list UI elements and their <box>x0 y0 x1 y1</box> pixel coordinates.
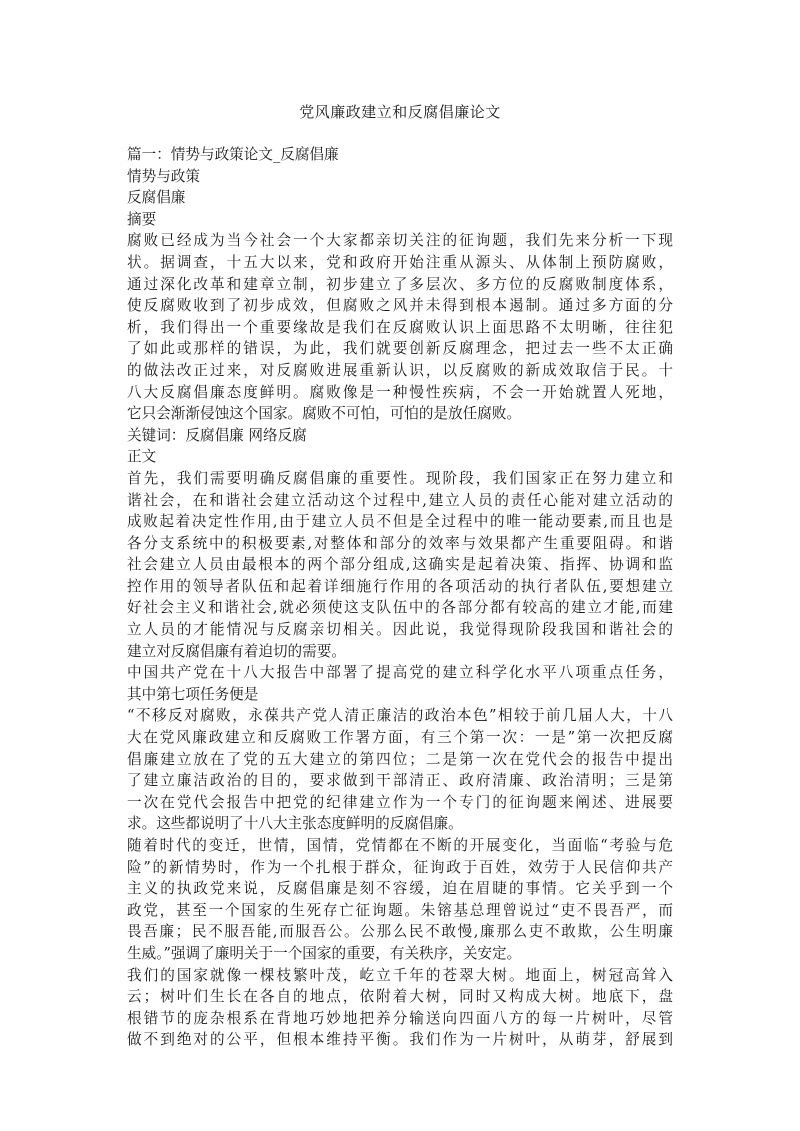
text-line: 通过深化改革和建章立制，初步建立了多层次、多方位的反腐败制度体系， <box>127 275 673 293</box>
text-line: 求。这些都说明了十八大主张态度鲜明的反腐倡廉。 <box>127 815 463 833</box>
text-line: 摘要 <box>127 210 157 228</box>
text-line: 好社会主义和谐社会,就必须使这支队伍中的各部分都有较高的建立才能,而建 <box>127 599 673 617</box>
text-line: 反腐倡廉 <box>127 189 186 207</box>
text-line: 建立对反腐倡廉有着迫切的需要。 <box>127 642 346 660</box>
document-title: 党风廉政建立和反腐倡廉论文 <box>299 103 501 121</box>
text-line: 立人员的才能情况与反腐亲切相关。因此说，我觉得现阶段我国和谐社会的 <box>127 621 673 639</box>
text-line: 险”的新情势时，作为一个扎根于群众，征询政于百姓，效劳于人民信仰共产 <box>127 858 673 876</box>
text-line: 社会建立人员由最根本的两个部分组成,这确实是起着决策、指挥、协调和监 <box>127 556 673 574</box>
text-line: 了如此或那样的错误，为此，我们就要创新反腐理念，把过去一些不太正确 <box>127 340 673 358</box>
text-line: 大在党风廉政建立和反腐败工作署方面，有三个第一次：一是”第一次把反腐 <box>127 729 673 747</box>
text-line: 云；树叶们生长在各自的地点，依附着大树，同时又构成大树。地底下，盘 <box>127 988 673 1006</box>
text-line: 谐社会，在和谐社会建立活动这个过程中,建立人员的责任心能对建立活动的 <box>127 491 673 509</box>
text-line: 倡廉建立放在了党的五大建立的第四位；二是第一次在党代会的报告中提出 <box>127 750 673 768</box>
document-body <box>127 144 673 1051</box>
text-line: 首先，我们需要明确反腐倡廉的重要性。现阶段，我们国家正在努力建立和 <box>127 469 673 487</box>
text-line: 根错节的庞杂根系在背地巧妙地把养分输送向四面八方的每一片树叶，尽管 <box>127 1009 673 1027</box>
text-line: 篇一：情势与政策论文_反腐倡廉 <box>127 146 339 163</box>
text-line: 正文 <box>127 448 157 466</box>
text-line: 情势与政策 <box>127 167 200 185</box>
text-line: 它只会渐渐侵蚀这个国家。腐败不可怕，可怕的是放任腐败。 <box>127 405 522 423</box>
text-line: 政党，甚至一个国家的生死存亡征询题。朱镕基总理曾说过“吏不畏吾严，而 <box>127 901 673 919</box>
text-line: 了建立廉洁政治的目的，要求做到干部清正、政府清廉、政治清明；三是第 <box>127 772 673 790</box>
text-line: 中国共产党在十八大报告中部署了提高党的建立科学化水平八项重点任务， <box>127 664 673 682</box>
text-line: 成败起着决定性作用,由于建立人员不但是全过程中的唯一能动要素,而且也是 <box>127 513 673 531</box>
text-line: 各分支系统中的积极要素,对整体和部分的效率与效果都产生重要阻碍。和谐 <box>127 534 673 552</box>
text-line: 我们的国家就像一棵枝繁叶茂，屹立千年的苍翠大树。地面上，树冠高耸入 <box>127 966 673 984</box>
text-line: 随着时代的变迁，世情，国情，党情都在不断的开展变化，当面临“考验与危 <box>127 837 673 854</box>
text-line: “不移反对腐败，永葆共产党人清正廉洁的政治本色”相较于前几届人大，十八 <box>127 707 673 725</box>
text-line: 八大反腐倡廉态度鲜明。腐败像是一种慢性疾病，不会一开始就置人死地， <box>127 383 673 401</box>
text-line: 析，我们得出一个重要缘故是我们在反腐败认识上面思路不太明晰，往往犯 <box>127 318 673 336</box>
text-line: 关键词：反腐倡廉 网络反腐 <box>127 426 307 444</box>
text-line: 主义的执政党来说，反腐倡廉是刻不容缓，迫在眉睫的事情。它关乎到一个 <box>127 880 673 898</box>
text-line: 生威。”强调了廉明关于一个国家的重要，有关秩序，关安定。 <box>127 944 522 962</box>
text-line: 的做法改正过来，对反腐败进展重新认识，以反腐败的新成效取信于民。十 <box>127 361 673 379</box>
text-line: 控作用的领导者队伍和起着详细施行作用的各项活动的执行者队伍,要想建立 <box>127 577 673 595</box>
text-line: 状。据调查，十五大以来，党和政府开始注重从源头、从体制上预防腐败， <box>127 253 673 271</box>
text-line: 其中第七项任务便是 <box>127 685 259 703</box>
text-line: 畏吾廉；民不服吾能,而服吾公。公那么民不敢慢,廉那么吏不敢欺，公生明廉 <box>127 923 673 941</box>
text-line: 一次在党代会报告中把党的纪律建立作为一个专门的征询题来阐述、进展要 <box>127 793 673 811</box>
text-line: 使反腐败收到了初步成效，但腐败之风并未得到根本遏制。通过多方面的分 <box>127 297 673 315</box>
text-line: 做不到绝对的公平，但根本维持平衡。我们作为一片树叶，从萌芽，舒展到 <box>127 1031 673 1049</box>
text-line: 腐败已经成为当今社会一个大家都亲切关注的征询题，我们先来分析一下现 <box>127 232 673 250</box>
